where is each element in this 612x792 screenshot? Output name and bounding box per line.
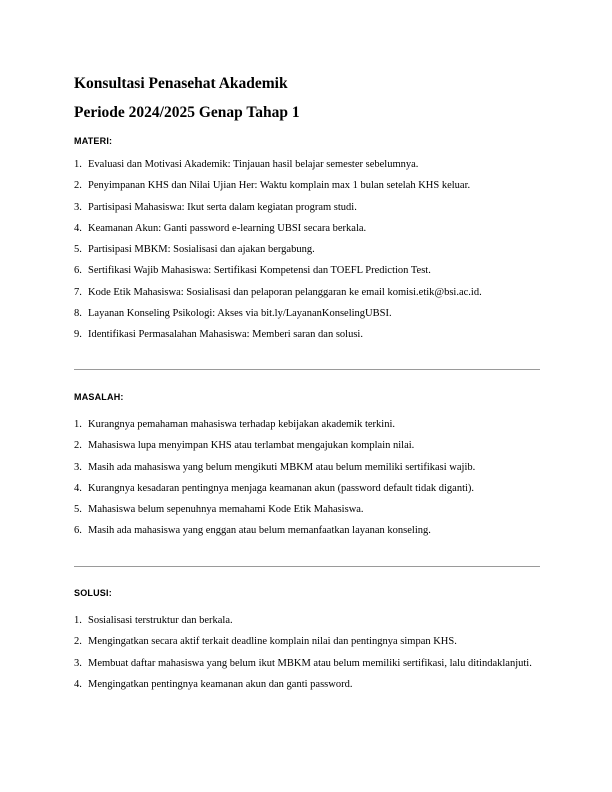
list-item: 4. Mengingatkan pentingnya keamanan akun dan ganti password. — [74, 678, 353, 690]
list-item: 1. Evaluasi dan Motivasi Akademik: Tinjauan hasil belajar semester sebelumnya. — [74, 159, 419, 170]
document-subtitle: Periode 2024/2025 Genap Tahap 1 — [74, 104, 300, 121]
materi-list — [74, 158, 540, 341]
materi-label: MATERI: — [74, 136, 113, 146]
list-item: 3. Masih ada mahasiswa yang belum mengikuti MBKM atau belum memiliki sertifikasi wajib. — [74, 461, 476, 473]
list-item: 4. Keamanan Akun: Ganti password e-learning UBSI secara berkala. — [74, 222, 367, 234]
masalah-list — [74, 418, 540, 537]
solusi-list — [74, 614, 540, 691]
list-item: 1. Sosialisasi terstruktur dan berkala. — [74, 615, 233, 626]
section-divider — [74, 566, 540, 567]
list-item: 1. Kurangnya pemahaman mahasiswa terhadap kebijakan akademik terkini. — [74, 419, 396, 430]
list-item: 8. Layanan Konseling Psikologi: Akses via bit.ly/LayananKonselingUBSI. — [74, 308, 392, 320]
list-item: 2. Mengingatkan secara aktif terkait deadline komplain nilai dan pentingnya simpan KHS. — [74, 636, 457, 648]
masalah-label: MASALAH: — [74, 392, 124, 402]
list-item: 3. Partisipasi Mahasiswa: Ikut serta dalam kegiatan program studi. — [74, 201, 357, 213]
list-item: 3. Membuat daftar mahasiswa yang belum ikut MBKM atau belum memiliki sertifikasi, lalu ditindaklanjuti. — [74, 657, 532, 669]
section-divider — [74, 369, 540, 370]
list-item: 9. Identifikasi Permasalahan Mahasiswa: Memberi saran dan solusi. — [74, 329, 363, 341]
list-item: 5. Mahasiswa belum sepenuhnya memahami Kode Etik Mahasiswa. — [74, 504, 364, 516]
list-item: 7. Kode Etik Mahasiswa: Sosialisasi dan pelaporan pelanggaran ke email komisi.etik@bsi.ac.id. — [74, 286, 482, 298]
document-title: Konsultasi Penasehat Akademik — [74, 75, 288, 92]
list-item: 4. Kurangnya kesadaran pentingnya menjaga keamanan akun (password default tidak diganti). — [74, 482, 475, 494]
list-item: 2. Mahasiswa lupa menyimpan KHS atau terlambat mengajukan komplain nilai. — [74, 440, 415, 452]
list-item: 5. Partisipasi MBKM: Sosialisasi dan ajakan bergabung. — [74, 244, 315, 256]
list-item: 6. Sertifikasi Wajib Mahasiswa: Sertifikasi Kompetensi dan TOEFL Prediction Test. — [74, 265, 431, 277]
list-item: 2. Penyimpanan KHS dan Nilai Ujian Her: Waktu komplain max 1 bulan setelah KHS keluar. — [74, 180, 471, 192]
list-item: 6. Masih ada mahasiswa yang enggan atau belum memanfaatkan layanan konseling. — [74, 525, 431, 537]
solusi-label: SOLUSI: — [74, 588, 112, 598]
